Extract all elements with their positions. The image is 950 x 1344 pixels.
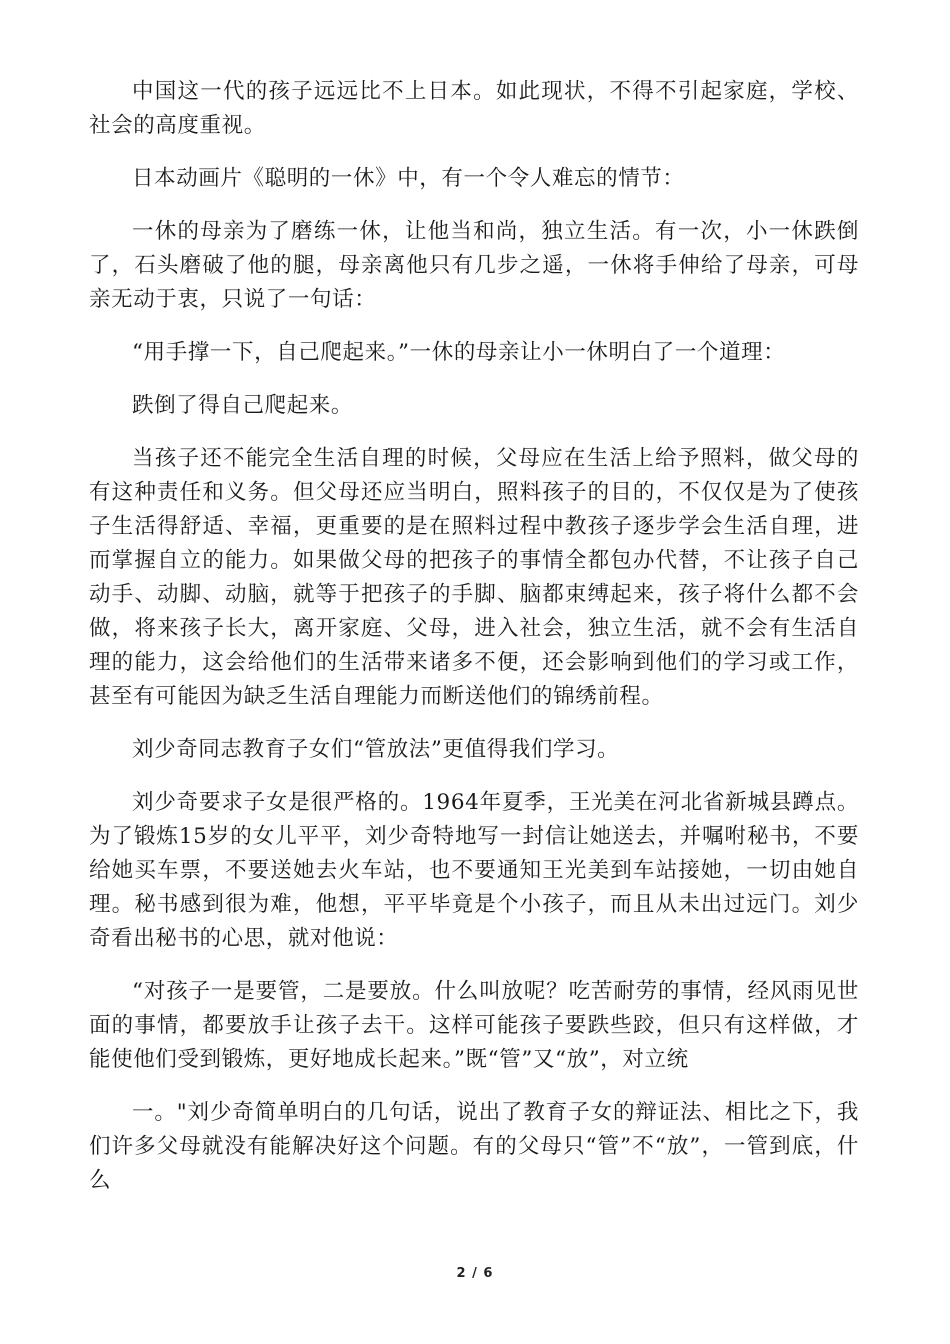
paragraph-5: 跌倒了得自己爬起来。 bbox=[132, 393, 354, 418]
paragraph-10: 一。"刘少奇简单明白的几句话，说出了教育子女的辩证法、相比之下，我们许多父母就没有能解决好这个问题。有的父母只“管”不“放”，一管到底，什么 bbox=[89, 1100, 859, 1193]
paragraph-1: 中国这一代的孩子远远比不上日本。如此现状，不得不引起家庭，学校、社会的高度重视。 bbox=[89, 79, 859, 138]
paragraph-3: 一休的母亲为了磨练一休，让他当和尚，独立生活。有一次，小一休跌倒了，石头磨破了他的腿，母亲离他只有几步之遥，一休将手伸给了母亲，可母亲无动于衷，只说了一句话： bbox=[89, 219, 859, 312]
paragraph-6: 当孩子还不能完全生活自理的时候，父母应在生活上给予照料，做父母的有这种责任和义务。但父母还应当明白，照料孩子的目的，不仅仅是为了使孩子生活得舒适、幸福，更重要的是在照料过程中教孩子逐步学会生活自理，进而掌握自立的能力。如果做父母的把孩子的事情全都包办代替，不让孩子自己动手、动脚、动脑，就等于把孩子的手脚、脑都束缚起来，孩子将什么都不会做，将来孩子长大，离开家庭、父母，进入社会，独立生活，就不会有生活自理的能力，这会给他们的生活带来诸多不便，还会影响到他们的学习或工作，甚至有可能因为缺乏生活自理能力而断送他们的锦绣前程。 bbox=[89, 446, 859, 709]
paragraph-7: 刘少奇同志教育子女们“管放法”更值得我们学习。 bbox=[132, 737, 620, 762]
paragraph-4: “用手撑一下，自己爬起来。”一休的母亲让小一休明白了一个道理： bbox=[132, 340, 786, 365]
document-body bbox=[89, 75, 859, 1217]
page-number: 2 / 6 bbox=[456, 1266, 494, 1281]
paragraph-8: 刘少奇要求子女是很严格的。1964年夏季，王光美在河北省新城县蹲点。为了锻炼15岁的女儿平平，刘少奇特地写一封信让她送去，并嘱咐秘书，不要给她买车票，不要送她去火车站，也不要通知王光美到车站接她，一切由她自理。秘书感到很为难，他想，平平毕竟是个小孩子，而且从未出过远门。刘少奇看出秘书的心思，就对他说： bbox=[89, 790, 859, 951]
paragraph-9: “对孩子一是要管，二是要放。什么叫放呢？吃苦耐劳的事情，经风雨见世面的事情，都要放手让孩子去干。这样可能孩子要跌些跤，但只有这样做，才能使他们受到锻炼，更好地成长起来。”既“管”又“放”，对立统 bbox=[89, 979, 859, 1072]
paragraph-2: 日本动画片《聪明的一休》中，有一个令人难忘的情节： bbox=[132, 166, 685, 191]
